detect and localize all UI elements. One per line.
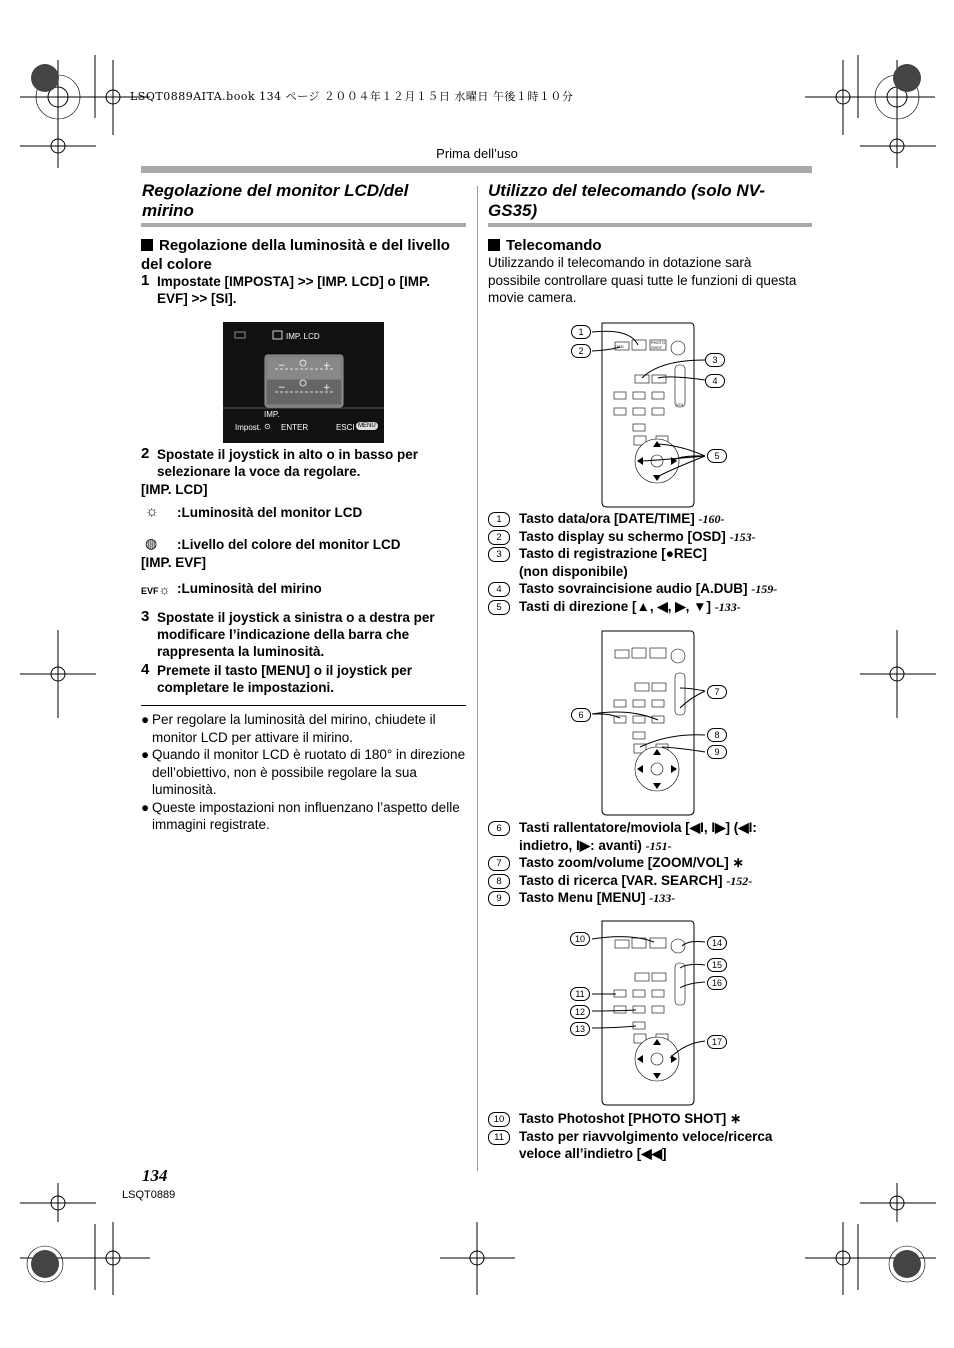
list-item: 2 Tasto display su schermo [OSD] -153-: [488, 528, 808, 546]
remote-control-diagram-1: [570, 320, 730, 510]
evf-brightness-icon: EVF☼: [141, 582, 171, 597]
remote-graphic: [570, 628, 730, 818]
callout-6: 6: [571, 708, 591, 722]
callout-2: 2: [571, 344, 591, 358]
remote-key-list-3: [488, 1110, 808, 1163]
notes-rule: [141, 705, 466, 706]
imp-lcd-label: [IMP. LCD]: [141, 482, 208, 497]
step-4-text: Premete il tasto [MENU] o il joystick per completare le impostazioni.: [157, 663, 413, 695]
list-item: 9 Tasto Menu [MENU] -133-: [488, 889, 808, 907]
callout-1: 1: [571, 325, 591, 339]
page-number: 134: [142, 1166, 168, 1185]
right-title-rule: [488, 223, 812, 227]
list-item: 7 Tasto zoom/volume [ZOOM/VOL] ∗: [488, 854, 808, 872]
svg-text:+: +: [323, 383, 331, 393]
remote-graphic: [570, 320, 730, 510]
lcd-color-text: :Livello del colore del monitor LCD: [177, 537, 401, 552]
square-bullet-icon: [488, 239, 500, 251]
lcd-footer-enter: ENTER: [281, 423, 309, 432]
print-header: LSQT0889AITA.book 134 ページ ２００４年１２月１５日 水曜日 午後１時１０分: [130, 90, 574, 103]
note-item: ● Per regolare la luminosità del mirino, chiudete il monitor LCD per attivare il mirino.: [141, 712, 436, 745]
callout-14: 14: [707, 936, 727, 950]
list-item: 4 Tasto sovraincisione audio [A.DUB] -159-: [488, 580, 808, 598]
left-section-title: Regolazione del monitor LCD/del mirino: [142, 181, 409, 220]
callout-11: 11: [570, 987, 590, 1001]
note-item: ● Quando il monitor LCD è ruotato di 180° in direzione dell’obiettivo, non è possibile regolare la sua luminosità.: [141, 747, 466, 797]
lcd-brightness-text: :Luminosità del monitor LCD: [177, 505, 363, 520]
callout-4: 4: [705, 374, 725, 388]
svg-text:−: −: [278, 361, 286, 371]
remote-control-diagram-3: [570, 918, 730, 1108]
lcd-settings-screen: [223, 322, 384, 443]
step-1-number: 1: [141, 272, 150, 289]
lcd-footer-esci: ESCI: [336, 423, 355, 432]
callout-7: 7: [707, 685, 727, 699]
svg-text:−: −: [278, 383, 286, 393]
step-4-number: 4: [141, 661, 150, 678]
column-divider: [477, 186, 478, 1171]
right-section-title: Utilizzo del telecomando (solo NV-GS35): [488, 181, 766, 220]
callout-3: 3: [705, 353, 725, 367]
callout-16: 16: [707, 976, 727, 990]
callout-12: 12: [570, 1005, 590, 1019]
step-3-number: 3: [141, 608, 150, 625]
remote-label-photo: PHOTO SHOT: [651, 340, 666, 350]
right-subtitle: Telecomando: [488, 236, 602, 255]
callout-17: 17: [707, 1035, 727, 1049]
step-2-number: 2: [141, 445, 150, 462]
remote-graphic: [570, 918, 730, 1108]
lcd-footer-label: IMP.: [264, 410, 280, 419]
callout-13: 13: [570, 1022, 590, 1036]
square-bullet-icon: [141, 239, 153, 251]
notes-list: [141, 711, 466, 834]
evf-brightness-text: :Luminosità del mirino: [177, 581, 322, 596]
list-item: 8 Tasto di ricerca [VAR. SEARCH] -152-: [488, 872, 808, 890]
callout-15: 15: [707, 958, 727, 972]
list-item: 6 Tasti rallentatore/moviola [◀I, I▶] (◀I: indietro, I▶: avanti) -151-: [488, 819, 808, 854]
list-item: 10 Tasto Photoshot [PHOTO SHOT] ∗: [488, 1110, 808, 1128]
list-item: 11 Tasto per riavvolgimento veloce/ricerca veloce all’indietro [◀◀]: [488, 1128, 808, 1163]
joystick-icon: ⊙: [264, 422, 271, 431]
remote-label-vol: VOL: [676, 402, 685, 407]
model-code: LSQT0889: [122, 1189, 176, 1201]
section-label: Prima dell’uso: [436, 146, 518, 161]
left-title-rule: [141, 223, 466, 227]
step-3-text: Spostate il joystick a sinistra o a destra per modificare l’indicazione della barra che rappresenta la luminosità.: [157, 610, 435, 659]
list-item: 3 Tasto di registrazione [●REC] (non disponibile): [488, 545, 808, 580]
remote-intro: Utilizzando il telecomando in dotazione sarà possibile controllare quasi tutte le funzioni di questa movie camera.: [488, 255, 797, 305]
note-item: ● Queste impostazioni non influenzano l’aspetto delle immagini registrate.: [141, 799, 460, 832]
callout-9: 9: [707, 745, 727, 759]
remote-key-list-2: [488, 819, 808, 907]
imp-evf-label: [IMP. EVF]: [141, 555, 207, 570]
lcd-footer-impost: Impost.: [235, 423, 262, 432]
remote-label-osd: OSD: [615, 344, 624, 349]
remote-control-diagram-2: [570, 628, 730, 818]
list-item: 5 Tasti di direzione [▲, ◀, ▶, ▼] -133-: [488, 598, 808, 616]
color-level-icon: ◍: [145, 535, 158, 551]
top-rule: [141, 166, 812, 173]
callout-10: 10: [570, 932, 590, 946]
svg-text:+: +: [323, 361, 331, 371]
step-1-text: Impostate [IMPOSTA] >> [IMP. LCD] o [IMP. EVF] >> [SI].: [157, 274, 431, 306]
step-2-text: Spostate il joystick in alto o in basso per selezionare la voce da regolare.: [157, 447, 419, 479]
callout-8: 8: [707, 728, 727, 742]
brightness-icon: ☼: [145, 503, 159, 520]
remote-key-list-1: [488, 510, 808, 615]
left-subtitle: Regolazione della luminosità e del livello del colore: [141, 237, 450, 273]
callout-5: 5: [707, 449, 727, 463]
lcd-footer-menu-badge: MENU: [358, 423, 376, 429]
lcd-menu-title: IMP. LCD: [286, 332, 320, 341]
list-item: 1 Tasto data/ora [DATE/TIME] -160-: [488, 510, 808, 528]
